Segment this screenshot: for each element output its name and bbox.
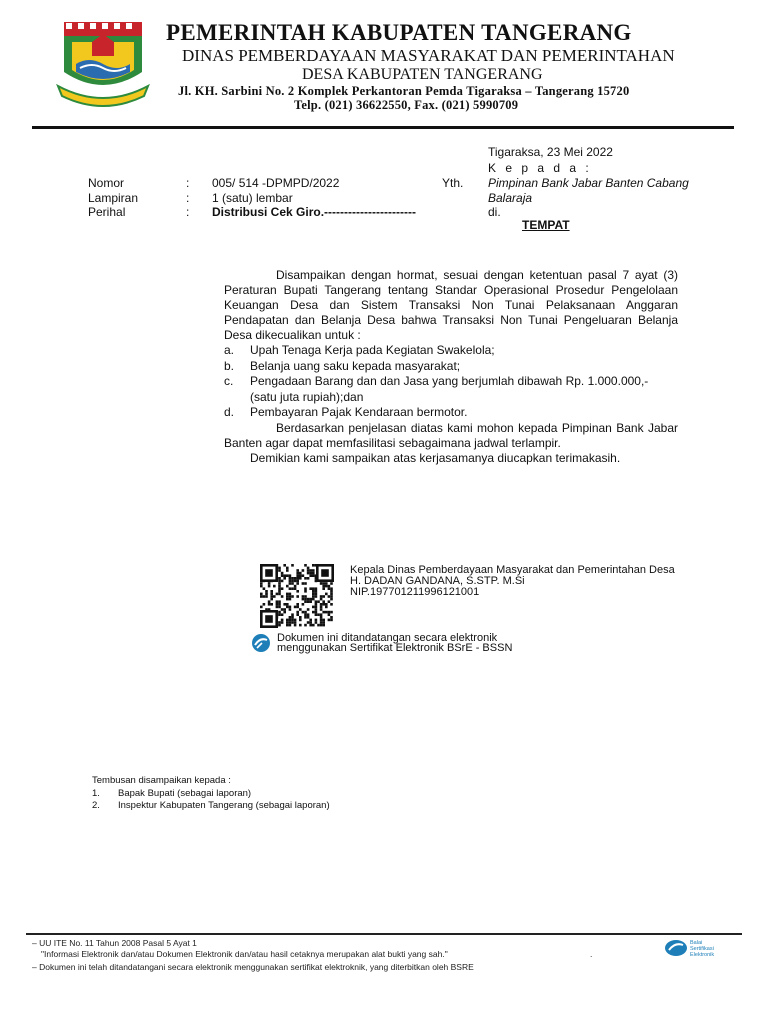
footer-law-reference: – UU ITE No. 11 Tahun 2008 Pasal 5 Ayat 1 — [32, 938, 197, 948]
lampiran-colon: : — [186, 191, 190, 205]
lampiran-label: Lampiran — [88, 191, 139, 205]
list-item — [224, 405, 678, 421]
perihal-value: Distribusi Cek Giro.----------------------- — [212, 205, 416, 219]
kabupaten-tangerang-logo — [52, 20, 154, 110]
signatory-name: H. DADAN GANDANA, S.STP. M.Si — [350, 575, 525, 587]
signatory-nip: NIP.197701211996121001 — [350, 586, 480, 598]
footer-esign-note: – Dokumen ini telah ditandatangani secara elektronik menggunakan sertifikat elektroknik, yang diterbitkan oleh BSRE — [32, 962, 474, 972]
lampiran-value: 1 (satu) lembar — [212, 191, 293, 205]
tempat-label: TEMPAT — [522, 218, 570, 232]
list-marker: b. — [224, 358, 235, 373]
footer-dot: . — [590, 949, 593, 959]
body-paragraph-2-line-1: Berdasarkan penjelasan diatas kami mohon kepada Pimpinan Bank Jabar — [276, 420, 678, 435]
nomor-label: Nomor — [88, 176, 125, 190]
list-text: (satu juta rupiah);dan — [250, 389, 364, 404]
perihal-colon: : — [186, 205, 190, 219]
place-date: Tigaraksa, 23 Mei 2022 — [488, 145, 613, 159]
body-paragraph-1-line-1: Disampaikan dengan hormat, sesuai dengan ketentuan pasal 7 ayat (3) — [276, 268, 678, 282]
department-line-1: DINAS PEMBERDAYAAN MASYARAKAT DAN PEMERINTAHAN — [182, 46, 675, 65]
footer-law-quote: "Informasi Elektronik dan/atau Dokumen Elektronik dan/atau hasil cetaknya merupakan alat bukti yang sah." — [41, 949, 448, 959]
office-contact: Telp. (021) 36622550, Fax. (021) 5990709 — [294, 98, 519, 112]
bsre-logo-text-line: Balai — [690, 940, 703, 946]
office-address: Jl. KH. Sarbini No. 2 Komplek Perkantoran Pemda Tigaraksa – Tangerang 15720 — [178, 84, 630, 98]
yth-label: Yth. — [442, 176, 464, 190]
body-paragraph-2-line-2: Banten agar dapat memfasilitasi sebagaimana jadwal terlampir. — [224, 435, 561, 450]
di-label: di. — [488, 205, 501, 219]
letterhead-divider — [32, 126, 734, 129]
signatory-title: Kepala Dinas Pemberdayaan Masyarakat dan Pemerintahan Desa — [350, 564, 675, 576]
body-paragraph-3: Demikian kami sampaikan atas kerjasamanya diucapkan terimakasih. — [250, 450, 621, 465]
government-title: PEMERINTAH KABUPATEN TANGERANG — [166, 20, 632, 45]
list-marker: c. — [224, 374, 234, 388]
body-paragraph-1-line-4: Pendapatan dan Belanja Desa bahwa Transaksi Non Tunai Pengeluaran Belanja — [224, 313, 678, 327]
bsre-logo-text-line: Elektronik — [690, 952, 715, 958]
recipient-line-1: Pimpinan Bank Jabar Banten Cabang — [488, 176, 689, 190]
signature-qr-code — [260, 564, 334, 628]
list-marker: a. — [224, 343, 235, 357]
tembusan-item: Bapak Bupati (sebagai laporan) — [118, 788, 252, 799]
bsre-logo-text-line: Sertifikasi — [690, 946, 714, 952]
kepada-label: K e p a d a : — [488, 161, 592, 175]
nomor-value: 005/ 514 -DPMPD/2022 — [212, 176, 340, 190]
letter-body — [224, 268, 678, 466]
bsre-icon — [250, 633, 272, 653]
department-line-2: DESA KABUPATEN TANGERANG — [302, 66, 543, 83]
list-text: Belanja uang saku kepada masyarakat; — [250, 358, 461, 373]
recipient-line-2: Balaraja — [488, 191, 533, 205]
footer-divider — [26, 933, 742, 935]
list-item — [224, 343, 678, 359]
list-text: Pengadaan Barang dan dan Jasa yang berjumlah dibawah Rp. 1.000.000,- — [250, 374, 649, 388]
list-item — [224, 374, 678, 390]
list-item-continuation — [224, 390, 678, 406]
body-paragraph-1-line-2: Peraturan Bupati Tangerang tentang Standar Operasional Prosedur Pengelolaan — [224, 283, 678, 297]
nomor-colon: : — [186, 176, 190, 190]
body-paragraph-1-line-3: Keuangan Desa dan Sistem Transaksi Non Tunai Pelaksanaan Anggaran — [224, 298, 678, 312]
bsre-logo — [664, 938, 730, 960]
esign-notice-line-2: menggunakan Sertifikat Elektronik BSrE - BSSN — [277, 642, 513, 654]
bsre-logo-text — [690, 940, 714, 958]
esign-notice-line-1: Dokumen ini ditandatangan secara elektronik — [277, 632, 498, 644]
tembusan-item: Inspektur Kabupaten Tangerang (sebagai laporan) — [118, 800, 330, 811]
tembusan-title: Tembusan disampaikan kepada : — [92, 775, 231, 786]
list-marker: d. — [224, 405, 235, 419]
perihal-label: Perihal — [88, 205, 126, 219]
body-paragraph-1-line-5: Desa dikecualikan untuk : — [224, 328, 361, 342]
tembusan-number: 2. — [92, 800, 100, 811]
list-text: Pembayaran Pajak Kendaraan bermotor. — [250, 405, 468, 419]
list-text: Upah Tenaga Kerja pada Kegiatan Swakelola; — [250, 343, 495, 357]
tembusan-number: 1. — [92, 788, 100, 799]
list-item — [224, 359, 678, 375]
bsre-logo-icon — [664, 938, 688, 958]
